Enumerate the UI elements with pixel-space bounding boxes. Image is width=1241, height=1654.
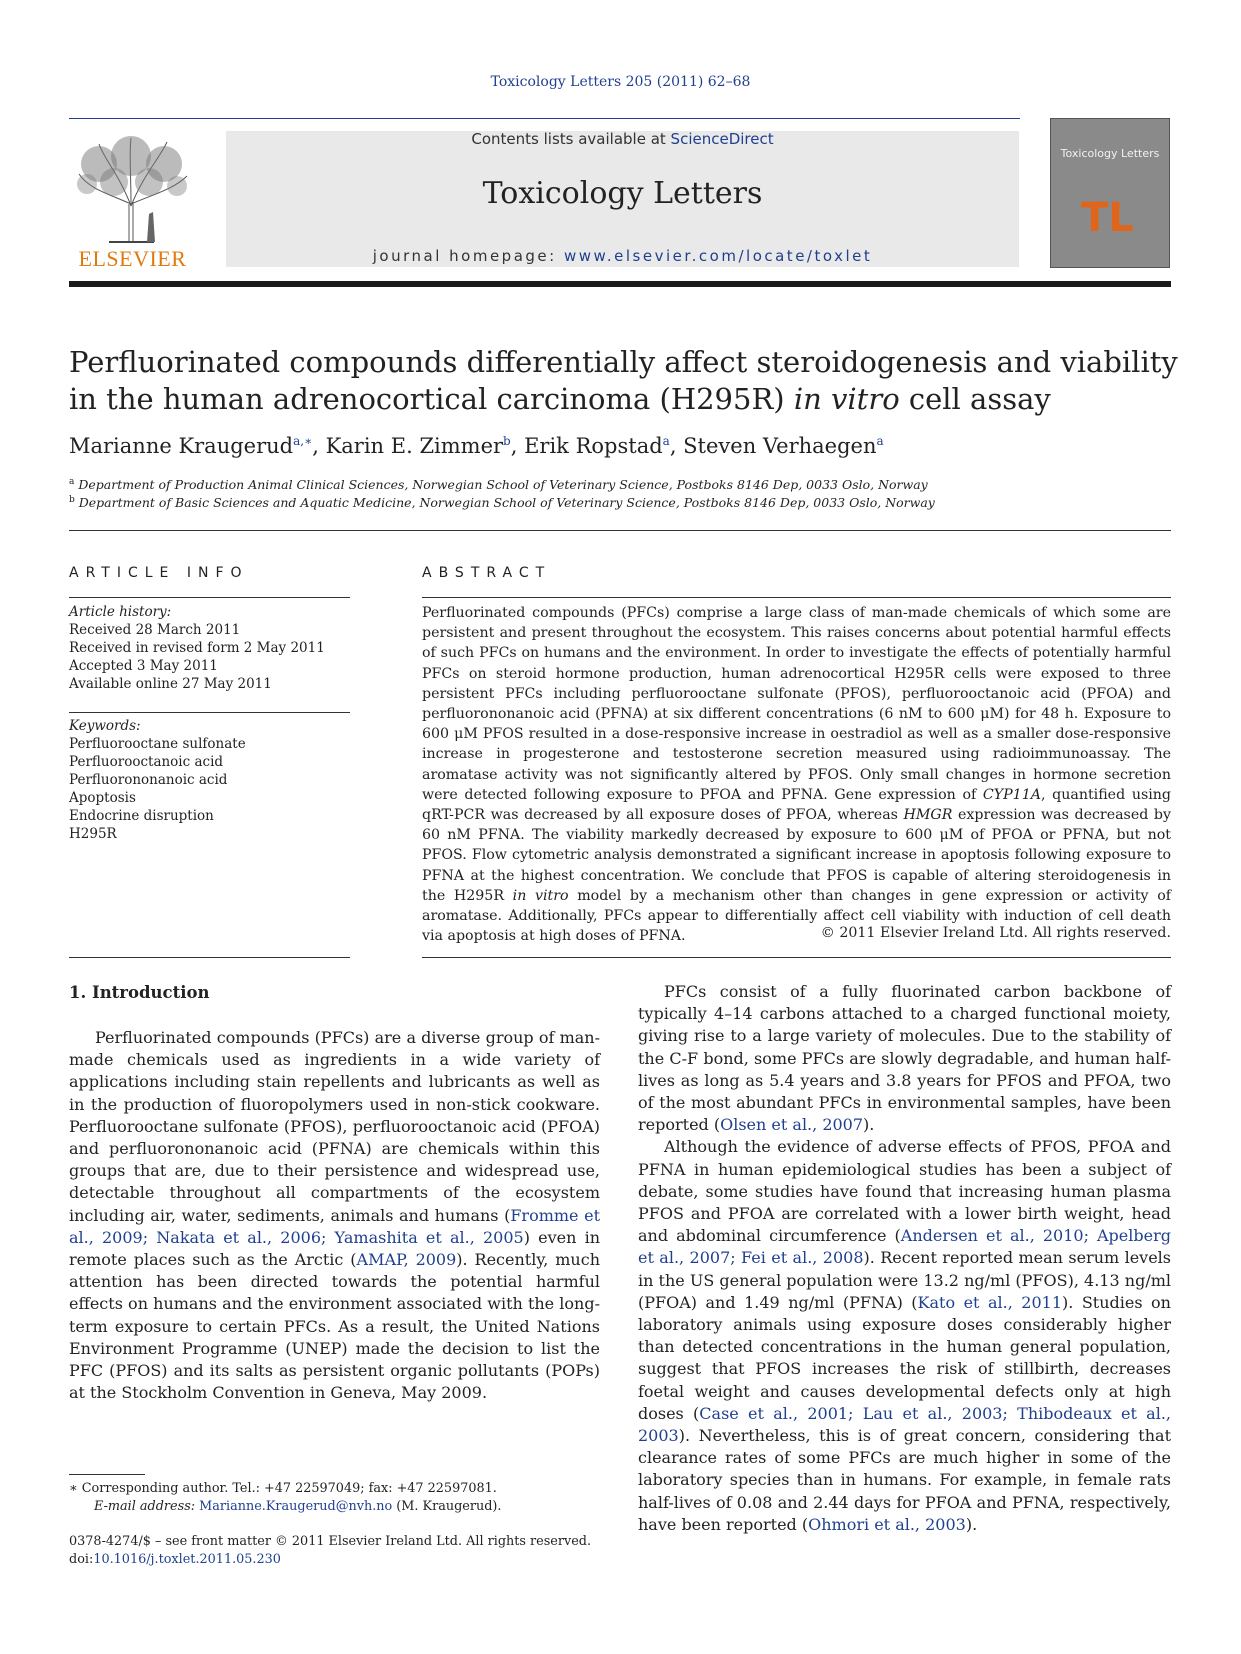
italic-term: in vitro	[512, 887, 569, 904]
text: ). Recent reported mean serum levels in the US general population were 13.2 ng/ml (PFOS), 4.13 ng/ml (PFOA) and 1.49 ng/ml (PFNA) (	[638, 1248, 1171, 1312]
corresponding-author-footnote	[69, 1480, 609, 1516]
corresponding-note: ∗ Corresponding author. Tel.: +47 22597049; fax: +47 22597081.	[69, 1481, 497, 1496]
elsevier-wordmark: ELSEVIER	[78, 246, 187, 271]
article-history	[69, 603, 350, 693]
divider	[69, 712, 350, 713]
citation-link[interactable]: Kato et al., 2011	[917, 1292, 1063, 1312]
abstract-text: Perfluorinated compounds (PFCs) comprise a large class of man-made chemicals of which some are persistent and present throughout the ecosystem. This raises concerns about potential harmful effects of such PFCs on humans and the environment. In order to investigate the effects of potentially harmful PFCs on steroid hormone production, human adrenocortical H295R cells were exposed to three persistent PFCs including perfluorooctane sulfonate (PFOS), perfluorooctanoic acid (PFOA) and perfluorononanoic acid (PFNA) at six different concentrations (6 nM to 600 μM) for 48 h. Exposure to 600 μM PFOS resulted in a dose-responsive increase in oestradiol as well as a smaller dose-responsive increase in progesterone and testosterone secretion measured using radioimmunoassay. The aromatase activity was not significantly altered by PFOS. Only small changes in hormone secretion were detected following exposure to PFOA and PFNA. Gene expression of	[422, 605, 1171, 803]
citation-link[interactable]: Olsen et al., 2007	[720, 1115, 864, 1135]
history-item: Received in revised form 2 May 2011	[69, 640, 325, 656]
doi-label: doi:	[69, 1552, 94, 1567]
abstract-heading: ABSTRACT	[422, 565, 552, 581]
text: ).	[863, 1115, 875, 1135]
text: PFCs consist of a fully fluorinated carbon backbone of typically 4–14 carbons attached to a charged functional moiety, giving rise to a large variety of molecules. Due to the stability of the C-F bond, some PFCs are slowly degradable, and human half-lives as long as 5.4 years and 3.8 years for PFOS and PFOA, two of the most abundant PFCs in environmental samples, have been reported (	[638, 982, 1171, 1135]
history-label: Article history:	[69, 604, 172, 620]
abstract-text: expression was decreased by 60 nM PFNA. The viability markedly decreased by exposure to 600 μM of PFOA or PFNA, but not PFOS. Flow cytometric analysis demonstrated a significant increase in apoptosis following exposure to PFNA at the highest concentration. We conclude that PFOS is capable of altering steroidogenesis in the H295R	[422, 807, 1171, 904]
author-affiliation-mark[interactable]: a,∗	[293, 434, 313, 448]
header-thick-rule	[69, 281, 1171, 287]
history-item: Accepted 3 May 2011	[69, 658, 218, 674]
front-matter-footer	[69, 1533, 609, 1569]
keyword: Perfluorononanoic acid	[69, 772, 228, 788]
text: ).	[965, 1514, 978, 1534]
history-item: Received 28 March 2011	[69, 622, 241, 638]
author-affiliation-mark[interactable]: b	[503, 434, 511, 448]
contents-prefix: Contents lists available at	[471, 130, 671, 148]
header-rule	[69, 118, 1020, 119]
divider	[422, 957, 1171, 958]
citation-link[interactable]: Fromme et al., 2009; Nakata et al., 2006; Yamashita et al., 2005	[69, 1205, 600, 1247]
abstract-copyright: © 2011 Elsevier Ireland Ltd. All rights reserved.	[820, 925, 1171, 941]
author-name[interactable]: Karin E. Zimmer	[325, 434, 504, 458]
divider	[69, 957, 350, 958]
section-heading: 1. Introduction	[69, 983, 210, 1002]
divider	[69, 530, 1171, 531]
affiliation-text: Department of Basic Sciences and Aquatic Medicine, Norwegian School of Veterinary Science, Postboks 8146 Dep, 0033 Oslo, Norway	[78, 495, 935, 511]
journal-title: Toxicology Letters	[482, 176, 763, 211]
history-item: Available online 27 May 2011	[69, 676, 272, 692]
email-label: E-mail address:	[94, 1499, 200, 1514]
paragraph	[638, 1136, 1171, 1536]
doi-link[interactable]: 10.1016/j.toxlet.2011.05.230	[93, 1552, 281, 1567]
keywords	[69, 717, 350, 843]
gene-name: CYP11A	[982, 786, 1041, 803]
citation-link[interactable]: Ohmori et al., 2003	[808, 1514, 966, 1534]
abstract-text: model by a mechanism other than changes in gene expression or activity of aromatase. Additionally, PFCs appear to differentially affect cell viability with induction of cell death via apoptosis at high doses of PFNA.	[422, 887, 1171, 945]
title-italic: in vitro	[793, 382, 900, 416]
issn-line: 0378-4274/$ – see front matter © 2011 Elsevier Ireland Ltd. All rights reserved.	[69, 1534, 592, 1549]
journal-reference[interactable]: Toxicology Letters 205 (2011) 62–68	[490, 74, 751, 90]
affiliation-b	[69, 495, 1179, 510]
paragraph	[69, 1027, 600, 1404]
text: ). Recently, much attention has been directed towards the potential harmful effects on humans and the environment associated with the long-term exposure to certain PFCs. As a result, the United Nations Environment Programme (UNEP) made the decision to list the PFC (PFOS) and its salts as persistent organic pollutants (POPs) at the Stockholm Convention in Geneva, May 2009.	[69, 1250, 601, 1403]
keyword: Perfluorooctane sulfonate	[69, 736, 246, 752]
text: ) even in remote places such as the Arctic (	[69, 1227, 600, 1270]
gene-name: HMGR	[903, 807, 953, 824]
contents-line	[226, 130, 1019, 148]
cover-title: Toxicology Letters	[1060, 147, 1160, 160]
paragraph	[638, 981, 1171, 1136]
author-name[interactable]: Marianne Kraugerud	[69, 434, 294, 458]
text: Although the evidence of adverse effects of PFOS, PFOA and PFNA in human epidemiological studies has been a subject of debate, some studies have found that increasing human plasma PFOS and PFOA are correlated with a lower birth weight, head and abdominal circumference (	[638, 1137, 1171, 1246]
affiliation-a	[69, 477, 1179, 492]
homepage-line	[226, 247, 1019, 265]
affiliation-text: Department of Production Animal Clinical Sciences, Norwegian School of Veterinary Science, Postboks 8146 Dep, 0033 Oslo, Norway	[78, 477, 928, 493]
cover-mark: TL	[1081, 195, 1134, 241]
text: Perfluorinated compounds (PFCs) are a diverse group of man-made chemicals used as ingredients in a wide variety of applications including stain repellents and lubricants as well as in the production of fluoropolymers used in non-stick cookware. Perfluorooctane sulfonate (PFOS), perfluorooctanoic acid (PFOA) and perfluorononanoic acid (PFNA) are chemicals within this groups that are, due to their persistence and widespread use, detectable throughout all compartments of the ecosystem including air, water, sediments, animals and humans (	[69, 1028, 600, 1225]
affiliation-mark: b	[69, 495, 75, 505]
body-column-left	[69, 1027, 600, 1404]
author-affiliation-mark[interactable]: a	[662, 434, 670, 448]
keyword: Apoptosis	[69, 790, 136, 806]
citation-link[interactable]: Case et al., 2001; Lau et al., 2003; Thibodeaux et al., 2003	[638, 1403, 1172, 1446]
citation-link[interactable]: Andersen et al., 2010; Apelberg et al., 2007; Fei et al., 2008	[638, 1226, 1171, 1268]
footnote-rule	[69, 1474, 145, 1475]
author-name[interactable]: Steven Verhaegen	[683, 434, 877, 458]
doi-line	[69, 1551, 609, 1569]
keywords-label: Keywords:	[69, 718, 141, 734]
email-suffix: (M. Kraugerud).	[392, 1499, 502, 1514]
email-link[interactable]: Marianne.Kraugerud@nvh.no	[199, 1499, 393, 1514]
article-info-heading: ARTICLE INFO	[69, 565, 249, 581]
divider	[422, 597, 1171, 598]
author-affiliation-mark[interactable]: a	[876, 434, 884, 448]
title-text-end: cell assay	[899, 382, 1051, 416]
journal-cover-thumbnail[interactable]	[1050, 118, 1170, 268]
body-column-right	[638, 981, 1171, 1536]
abstract-text: , quantified using qRT-PCR was decreased by all exposure doses of PFOA, whereas	[422, 786, 1171, 824]
keyword: Perfluorooctanoic acid	[69, 754, 224, 770]
article-title	[69, 344, 1179, 418]
homepage-prefix: journal homepage:	[372, 247, 564, 265]
abstract-body	[422, 603, 1171, 946]
author-list: Marianne Kraugerud$^{a,∗}$, Karin E. Zimmer$^b$, Erik Ropstad$^a$, Steven Verhaegen$^a$	[69, 434, 884, 458]
title-text: Perfluorinated compounds differentially affect steroidogenesis and viability in the human adrenocortical carcinoma (H295R)	[69, 345, 1178, 416]
email-line	[69, 1498, 609, 1516]
keyword: Endocrine disruption	[69, 808, 214, 824]
affiliation-mark: a	[69, 477, 75, 487]
sciencedirect-link[interactable]: ScienceDirect	[670, 130, 774, 148]
text: ). Studies on laboratory animals using exposure doses considerably higher than detected concentrations in the human general population, suggest that PFOS increases the risk of stillbirth, decreases foetal weight and causes developmental defects only at high doses (	[638, 1292, 1171, 1423]
homepage-link[interactable]: www.elsevier.com/locate/toxlet	[563, 247, 873, 265]
divider	[69, 597, 350, 598]
text: ). Nevertheless, this is of great concern, considering that clearance rates of some PFCs are much higher in some of the laboratory species than in humans. For example, in female rats half-lives of 0.08 and 2.44 days for PFOA and PFNA, respectively, have been reported (	[638, 1426, 1171, 1534]
citation-link[interactable]: AMAP, 2009	[356, 1250, 457, 1270]
keyword: H295R	[69, 826, 117, 842]
author-name[interactable]: Erik Ropstad	[524, 434, 663, 458]
